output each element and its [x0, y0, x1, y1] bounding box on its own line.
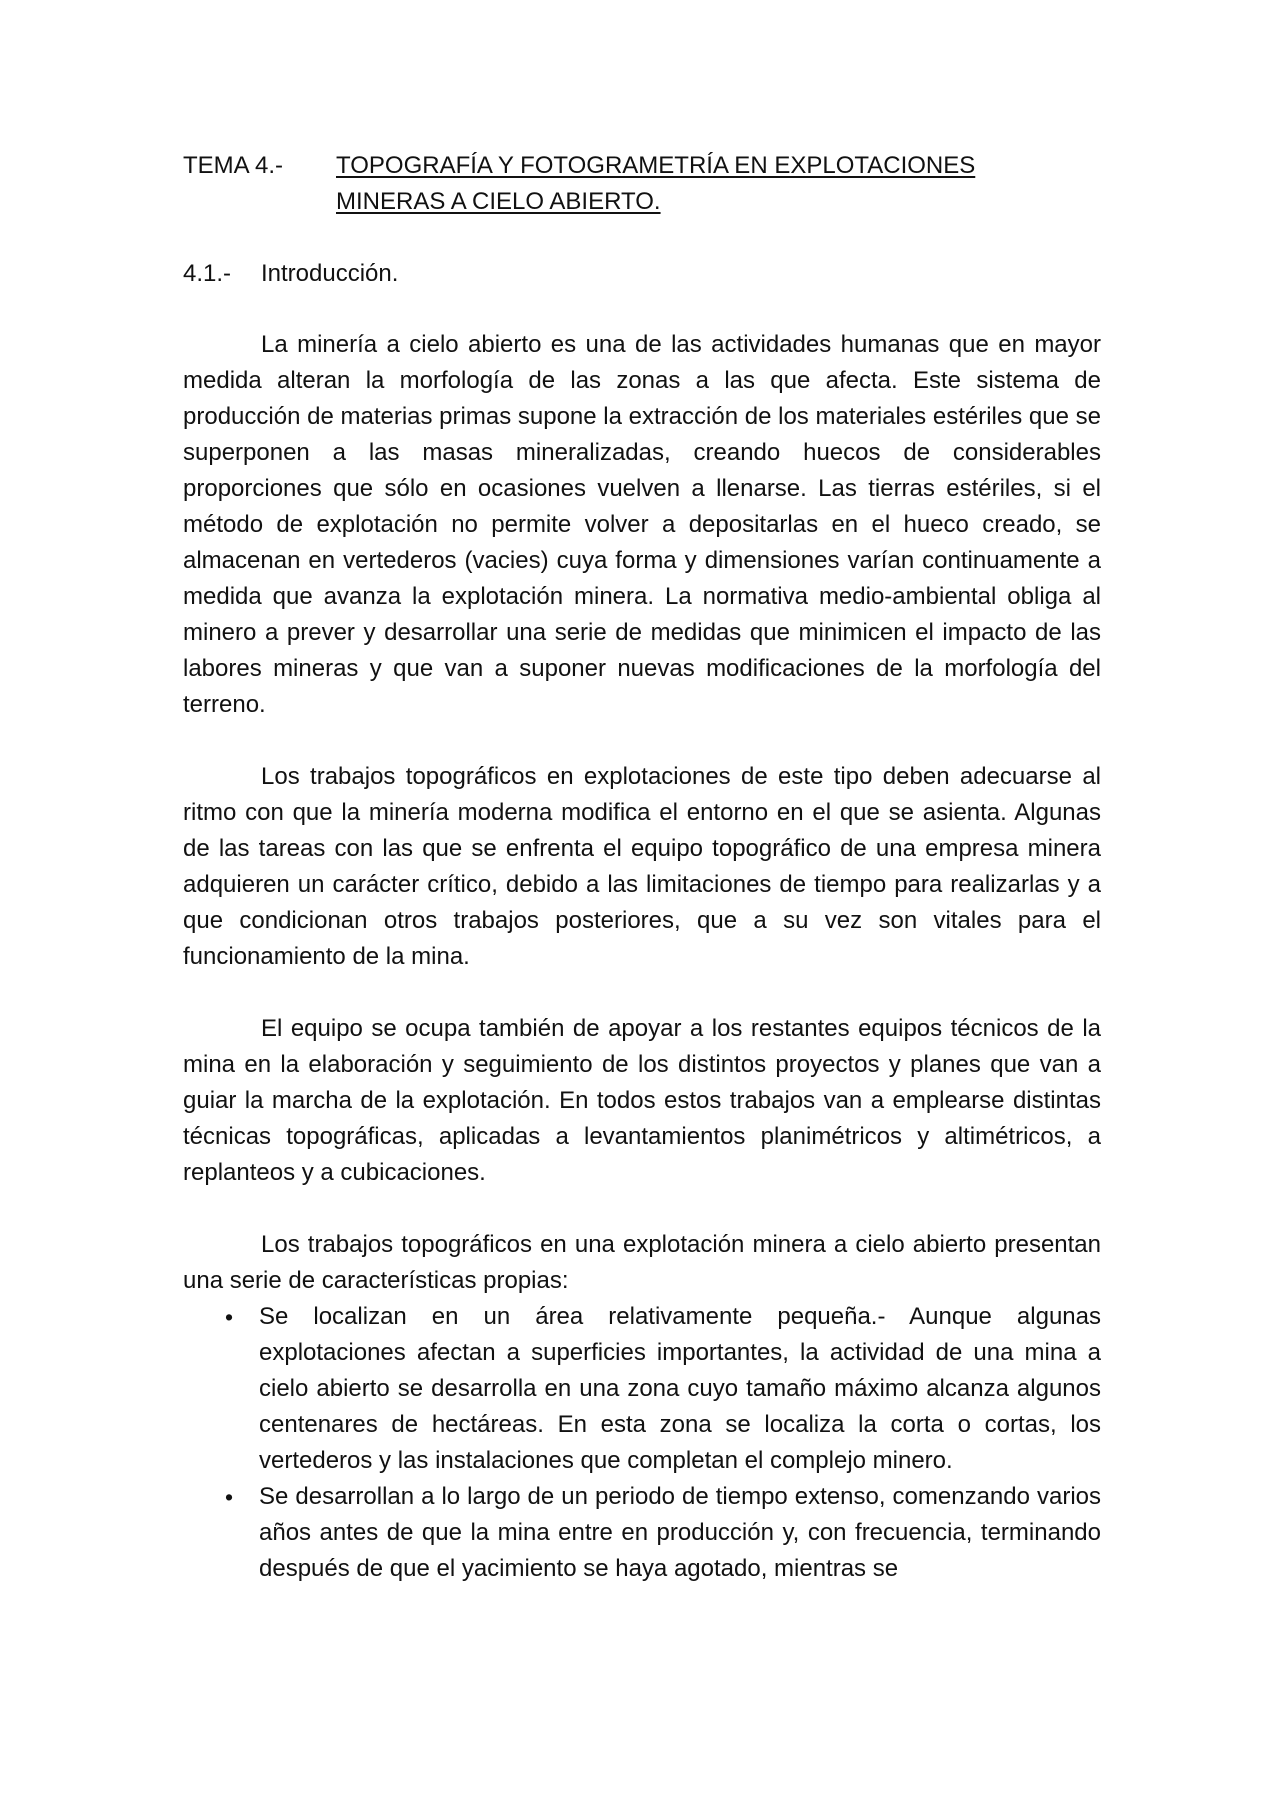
list-item: • Se localizan en un área relativamente pequeña.- Aunque algunas explotaciones afectan a superficies importantes, la actividad de una mina a cielo abierto se desarrolla en una zona cuyo tamaño máximo alcanza algunos centenares de hectáreas. En esta zona se localiza la corta o cortas, los vertederos y las instalaciones que completan el complejo minero. — [183, 1299, 1101, 1479]
chapter-title-line: TOPOGRAFÍA Y FOTOGRAMETRÍA EN EXPLOTACIONES — [336, 152, 976, 179]
paragraph-characteristics-lead: Los trabajos topográficos en una explotación minera a cielo abierto presentan una serie de características propias: — [183, 1231, 1101, 1294]
paragraph-topographic-work: Los trabajos topográficos en explotaciones de este tipo deben adecuarse al ritmo con que la minería moderna modifica el entorno en el que se asienta. Algunas de las tareas con las que se enfrenta el equipo topográfico de una empresa minera adquieren un carácter crítico, debido a las limitaciones de tiempo para realizarlas y a que condicionan otros trabajos posteriores, que a su vez son vitales para el funcionamiento de la mina. — [183, 763, 1101, 970]
list-item: • Se desarrollan a lo largo de un periodo de tiempo extenso, comenzando varios años antes de que la mina entre en producción y, con frecuencia, terminando después de que el yacimiento se haya agotado, mientras se — [183, 1479, 1101, 1587]
chapter-title-line: MINERAS A CIELO ABIERTO. — [336, 188, 661, 215]
chapter-heading — [183, 148, 1101, 220]
section-heading — [183, 256, 1101, 292]
chapter-title — [336, 148, 975, 220]
section-title: Introducción. — [261, 260, 399, 287]
paragraph-team-support: El equipo se ocupa también de apoyar a los restantes equipos técnicos de la mina en la elaboración y seguimiento de los distintos proyectos y planes que van a guiar la marcha de la explotación. En todos estos trabajos van a emplearse distintas técnicas topográficas, aplicadas a levantamientos planimétricos y altimétricos, a replanteos y a cubicaciones. — [183, 1015, 1101, 1186]
section-number: 4.1.- — [183, 260, 232, 287]
characteristics-list — [183, 1299, 1101, 1587]
document-content — [183, 148, 1101, 1587]
chapter-label: TEMA 4.- — [183, 152, 284, 179]
paragraph-intro: La minería a cielo abierto es una de las actividades humanas que en mayor medida alteran la morfología de las zonas a las que afecta. Este sistema de producción de materias primas supone la extracción de los materiales estériles que se superponen a las masas mineralizadas, creando huecos de considerables proporciones que sólo en ocasiones vuelven a llenarse. Las tierras estériles, si el método de explotación no permite volver a depositarlas en el hueco creado, se almacenan en vertederos (vacies) cuya forma y dimensiones varían continuamente a medida que avanza la explotación minera. La normativa medio-ambiental obliga al minero a prever y desarrollar una serie de medidas que minimicen el impacto de las labores mineras y que van a suponer nuevas modificaciones de la morfología del terreno. — [183, 331, 1101, 718]
